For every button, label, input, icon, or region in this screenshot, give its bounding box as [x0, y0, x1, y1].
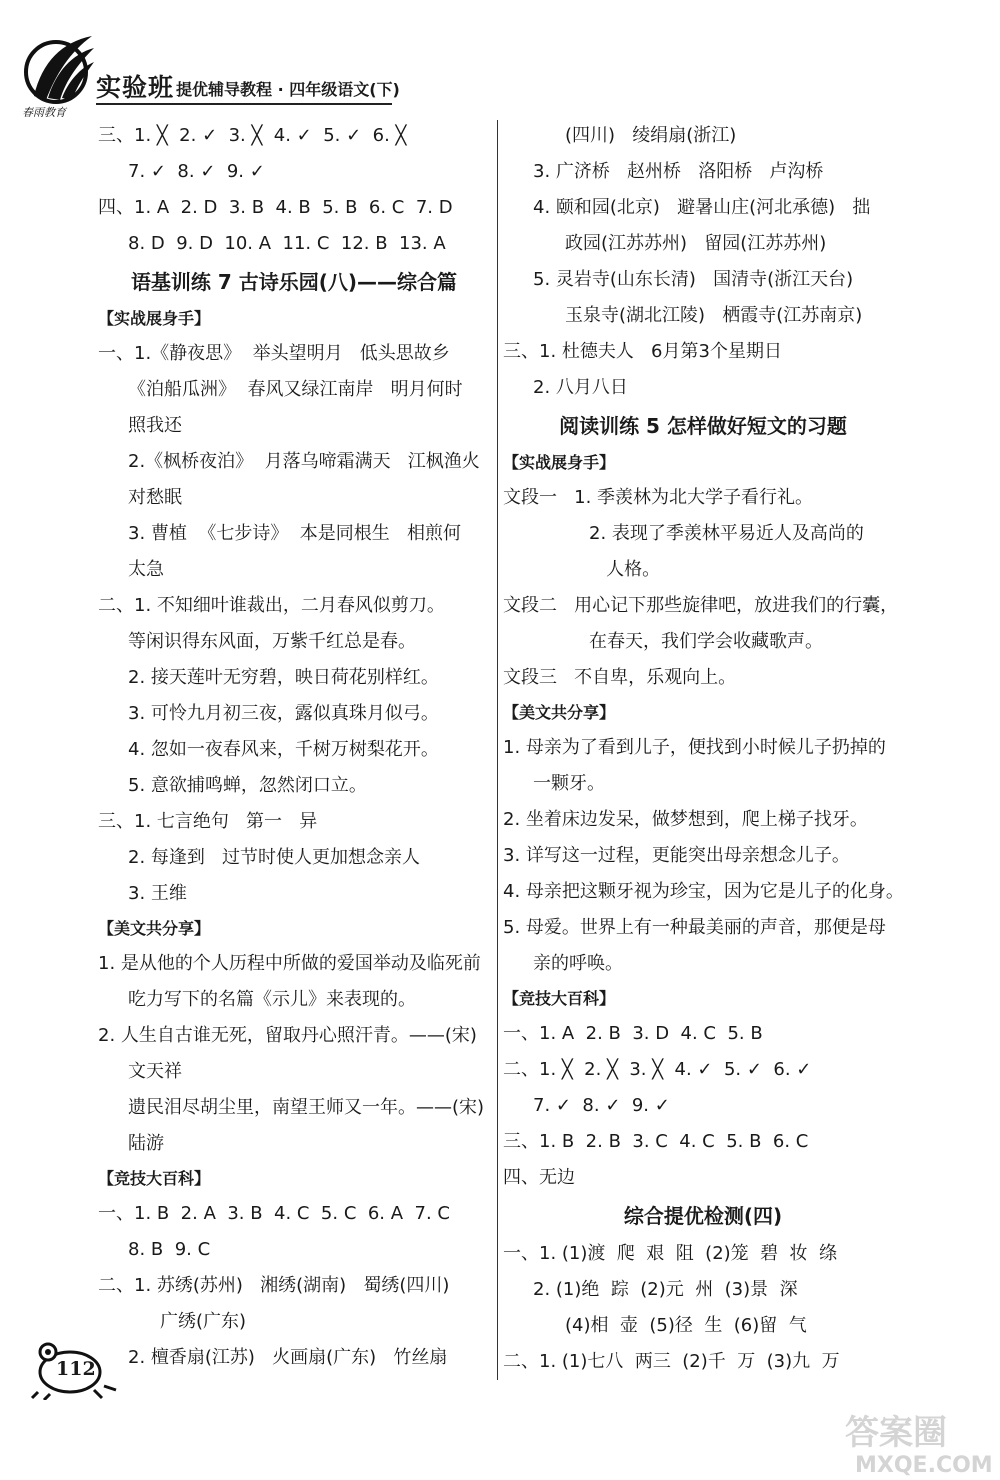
answer-line: 二、1. 不知细叶谁裁出，二月春风似剪刀。: [98, 595, 445, 616]
answer-line: 一、1. B 2. A 3. B 4. C 5. C 6. A 7. C: [98, 1203, 450, 1224]
answer-line: 三、1. ╳ 2. ✓ 3. ╳ 4. ✓ 5. ✓ 6. ╳: [98, 125, 407, 146]
answer-line: 文天祥: [128, 1061, 182, 1082]
answer-line: 文段三 不自卑，乐观向上。: [503, 667, 737, 688]
answer-line: 2. 檀香扇(江苏) 火画扇(广东) 竹丝扇: [128, 1347, 448, 1368]
answer-line: 照我还: [128, 415, 182, 436]
svg-text:春雨教育: 春雨教育: [22, 106, 66, 119]
section-title: 语基训练 7 古诗乐园(八)——综合篇: [130, 270, 458, 294]
answer-line: 2. 八月八日: [533, 377, 628, 398]
answer-line: 一、1. A 2. B 3. D 4. C 5. B: [503, 1023, 763, 1044]
watermark-logo: [835, 1400, 995, 1480]
answer-line: 三、1. B 2. B 3. C 4. C 5. B 6. C: [503, 1131, 809, 1152]
answer-line: 8. D 9. D 10. A 11. C 12. B 13. A: [128, 233, 446, 254]
answer-line: 7. ✓ 8. ✓ 9. ✓: [128, 161, 265, 182]
answer-line: 2. 人生自古谁无死，留取丹心照汗青。——(宋): [98, 1025, 477, 1046]
answer-line: 《泊船瓜洲》 春风又绿江南岸 明月何时: [128, 379, 463, 400]
answer-line: 四、1. A 2. D 3. B 4. B 5. B 6. C 7. D: [98, 197, 453, 218]
answer-line: 人格。: [589, 559, 661, 580]
answer-line: 2. 表现了季羡林平易近人及高尚的: [589, 523, 864, 544]
answer-line: 5. 灵岩寺(山东长清) 国清寺(浙江天台): [533, 269, 854, 290]
svg-text:答案圈: 答案圈: [845, 1413, 947, 1453]
answer-line: 5. 母爱。世界上有一种最美丽的声音，那便是母: [503, 917, 886, 938]
answer-line: 1. 母亲为了看到儿子，便找到小时候儿子扔掉的: [503, 737, 886, 758]
answer-line: 二、1. ╳ 2. ╳ 3. ╳ 4. ✓ 5. ✓ 6. ✓: [503, 1059, 812, 1080]
answer-line: 玉泉寺(湖北江陵) 栖霞寺(江苏南京): [565, 305, 863, 326]
svg-text:MXQE.COM: MXQE.COM: [855, 1453, 993, 1478]
answer-line: 二、1. (1)七八 两三 (2)千 万 (3)九 万: [503, 1351, 840, 1372]
answer-line: 吃力写下的名篇《示儿》来表现的。: [128, 989, 416, 1010]
answer-line: 4. 颐和园(北京) 避暑山庄(河北承德) 拙: [533, 197, 871, 218]
right-column: [503, 118, 903, 1380]
answer-line: 广绣(广东): [160, 1311, 247, 1332]
answer-line: 8. B 9. C: [128, 1239, 211, 1260]
answer-line: 四、无边: [503, 1167, 575, 1188]
answer-line: 文段一 1. 季羡林为北大学子看行礼。: [503, 487, 814, 508]
answer-line: 对愁眠: [128, 487, 182, 508]
publisher-logo-icon: [18, 28, 96, 120]
section-heading: 【美文共分享】: [98, 919, 211, 938]
answer-line: 太急: [128, 559, 164, 580]
answer-line: 等闲识得东风面，万紫千红总是春。: [128, 631, 416, 652]
answer-line: 在春天，我们学会收藏歌声。: [589, 631, 823, 652]
left-column: [98, 118, 490, 1376]
section-heading: 【美文共分享】: [503, 703, 616, 722]
section-title: 综合提优检测(四): [623, 1204, 783, 1228]
book-subtitle: 提优辅导教程 · 四年级语文(下): [176, 80, 400, 99]
answer-line: 3. 详写这一过程，更能突出母亲想念儿子。: [503, 845, 850, 866]
answer-line: 文段二 用心记下那些旋律吧，放进我们的行囊，: [503, 595, 899, 616]
answer-line: 陆游: [128, 1133, 164, 1154]
answer-line: 一颗牙。: [533, 773, 605, 794]
section-heading: 【实战展身手】: [98, 309, 211, 328]
section-heading: 【竞技大百科】: [98, 1169, 211, 1188]
answer-line: 2. 接天莲叶无穷碧，映日荷花别样红。: [128, 667, 439, 688]
answer-line: 3. 曹植 《七步诗》 本是同根生 相煎何: [128, 523, 461, 544]
answer-line: 二、1. 苏绣(苏州) 湘绣(湖南) 蜀绣(四川): [98, 1275, 450, 1296]
answer-line: 2.《枫桥夜泊》 月落乌啼霜满天 江枫渔火: [128, 451, 480, 472]
answer-line: 三、1. 七言绝句 第一 异: [98, 811, 318, 832]
answer-line: 5. 意欲捕鸣蝉，忽然闭口立。: [128, 775, 367, 796]
answer-line: 2. 坐着床边发呆，做梦想到，爬上梯子找牙。: [503, 809, 868, 830]
header-rule: [96, 103, 392, 105]
section-heading: 【竞技大百科】: [503, 989, 616, 1008]
answer-line: 2. 每逢到 过节时使人更加想念亲人: [128, 847, 421, 868]
answer-line: 一、1.《静夜思》 举头望明月 低头思故乡: [98, 343, 450, 364]
page-number: 112: [56, 1358, 96, 1380]
answer-line: (四川) 绫绢扇(浙江): [565, 125, 737, 146]
answer-line: 3. 王维: [128, 883, 187, 904]
answer-line: 一、1. (1)渡 爬 艰 阻 (2)笼 碧 妆 绦: [503, 1243, 837, 1264]
answer-line: 1. 是从他的个人历程中所做的爱国举动及临死前: [98, 953, 481, 974]
answer-line: 政园(江苏苏州) 留园(江苏苏州): [565, 233, 827, 254]
page-number-badge: [30, 1340, 120, 1400]
section-heading: 【实战展身手】: [503, 453, 616, 472]
answer-line: 亲的呼唤。: [533, 953, 623, 974]
answer-line: 3. 广济桥 赵州桥 洛阳桥 卢沟桥: [533, 161, 824, 182]
section-title: 阅读训练 5 怎样做好短文的习题: [559, 414, 847, 438]
answer-line: 遗民泪尽胡尘里，南望王师又一年。——(宋): [128, 1097, 485, 1118]
answer-line: (4)相 壶 (5)径 生 (6)留 气: [565, 1315, 807, 1336]
answer-line: 4. 母亲把这颗牙视为珍宝，因为它是儿子的化身。: [503, 881, 904, 902]
column-divider: [497, 120, 498, 1380]
answer-line: 三、1. 杜德夫人 6月第3个星期日: [503, 341, 782, 362]
answer-line: 7. ✓ 8. ✓ 9. ✓: [533, 1095, 670, 1116]
page-header: [0, 0, 1000, 130]
answer-line: 2. (1)绝 踪 (2)元 州 (3)景 深: [533, 1279, 798, 1300]
answer-line: 4. 忽如一夜春风来，千树万树梨花开。: [128, 739, 439, 760]
answer-line: 3. 可怜九月初三夜，露似真珠月似弓。: [128, 703, 439, 724]
series-title: 实验班: [96, 73, 175, 102]
